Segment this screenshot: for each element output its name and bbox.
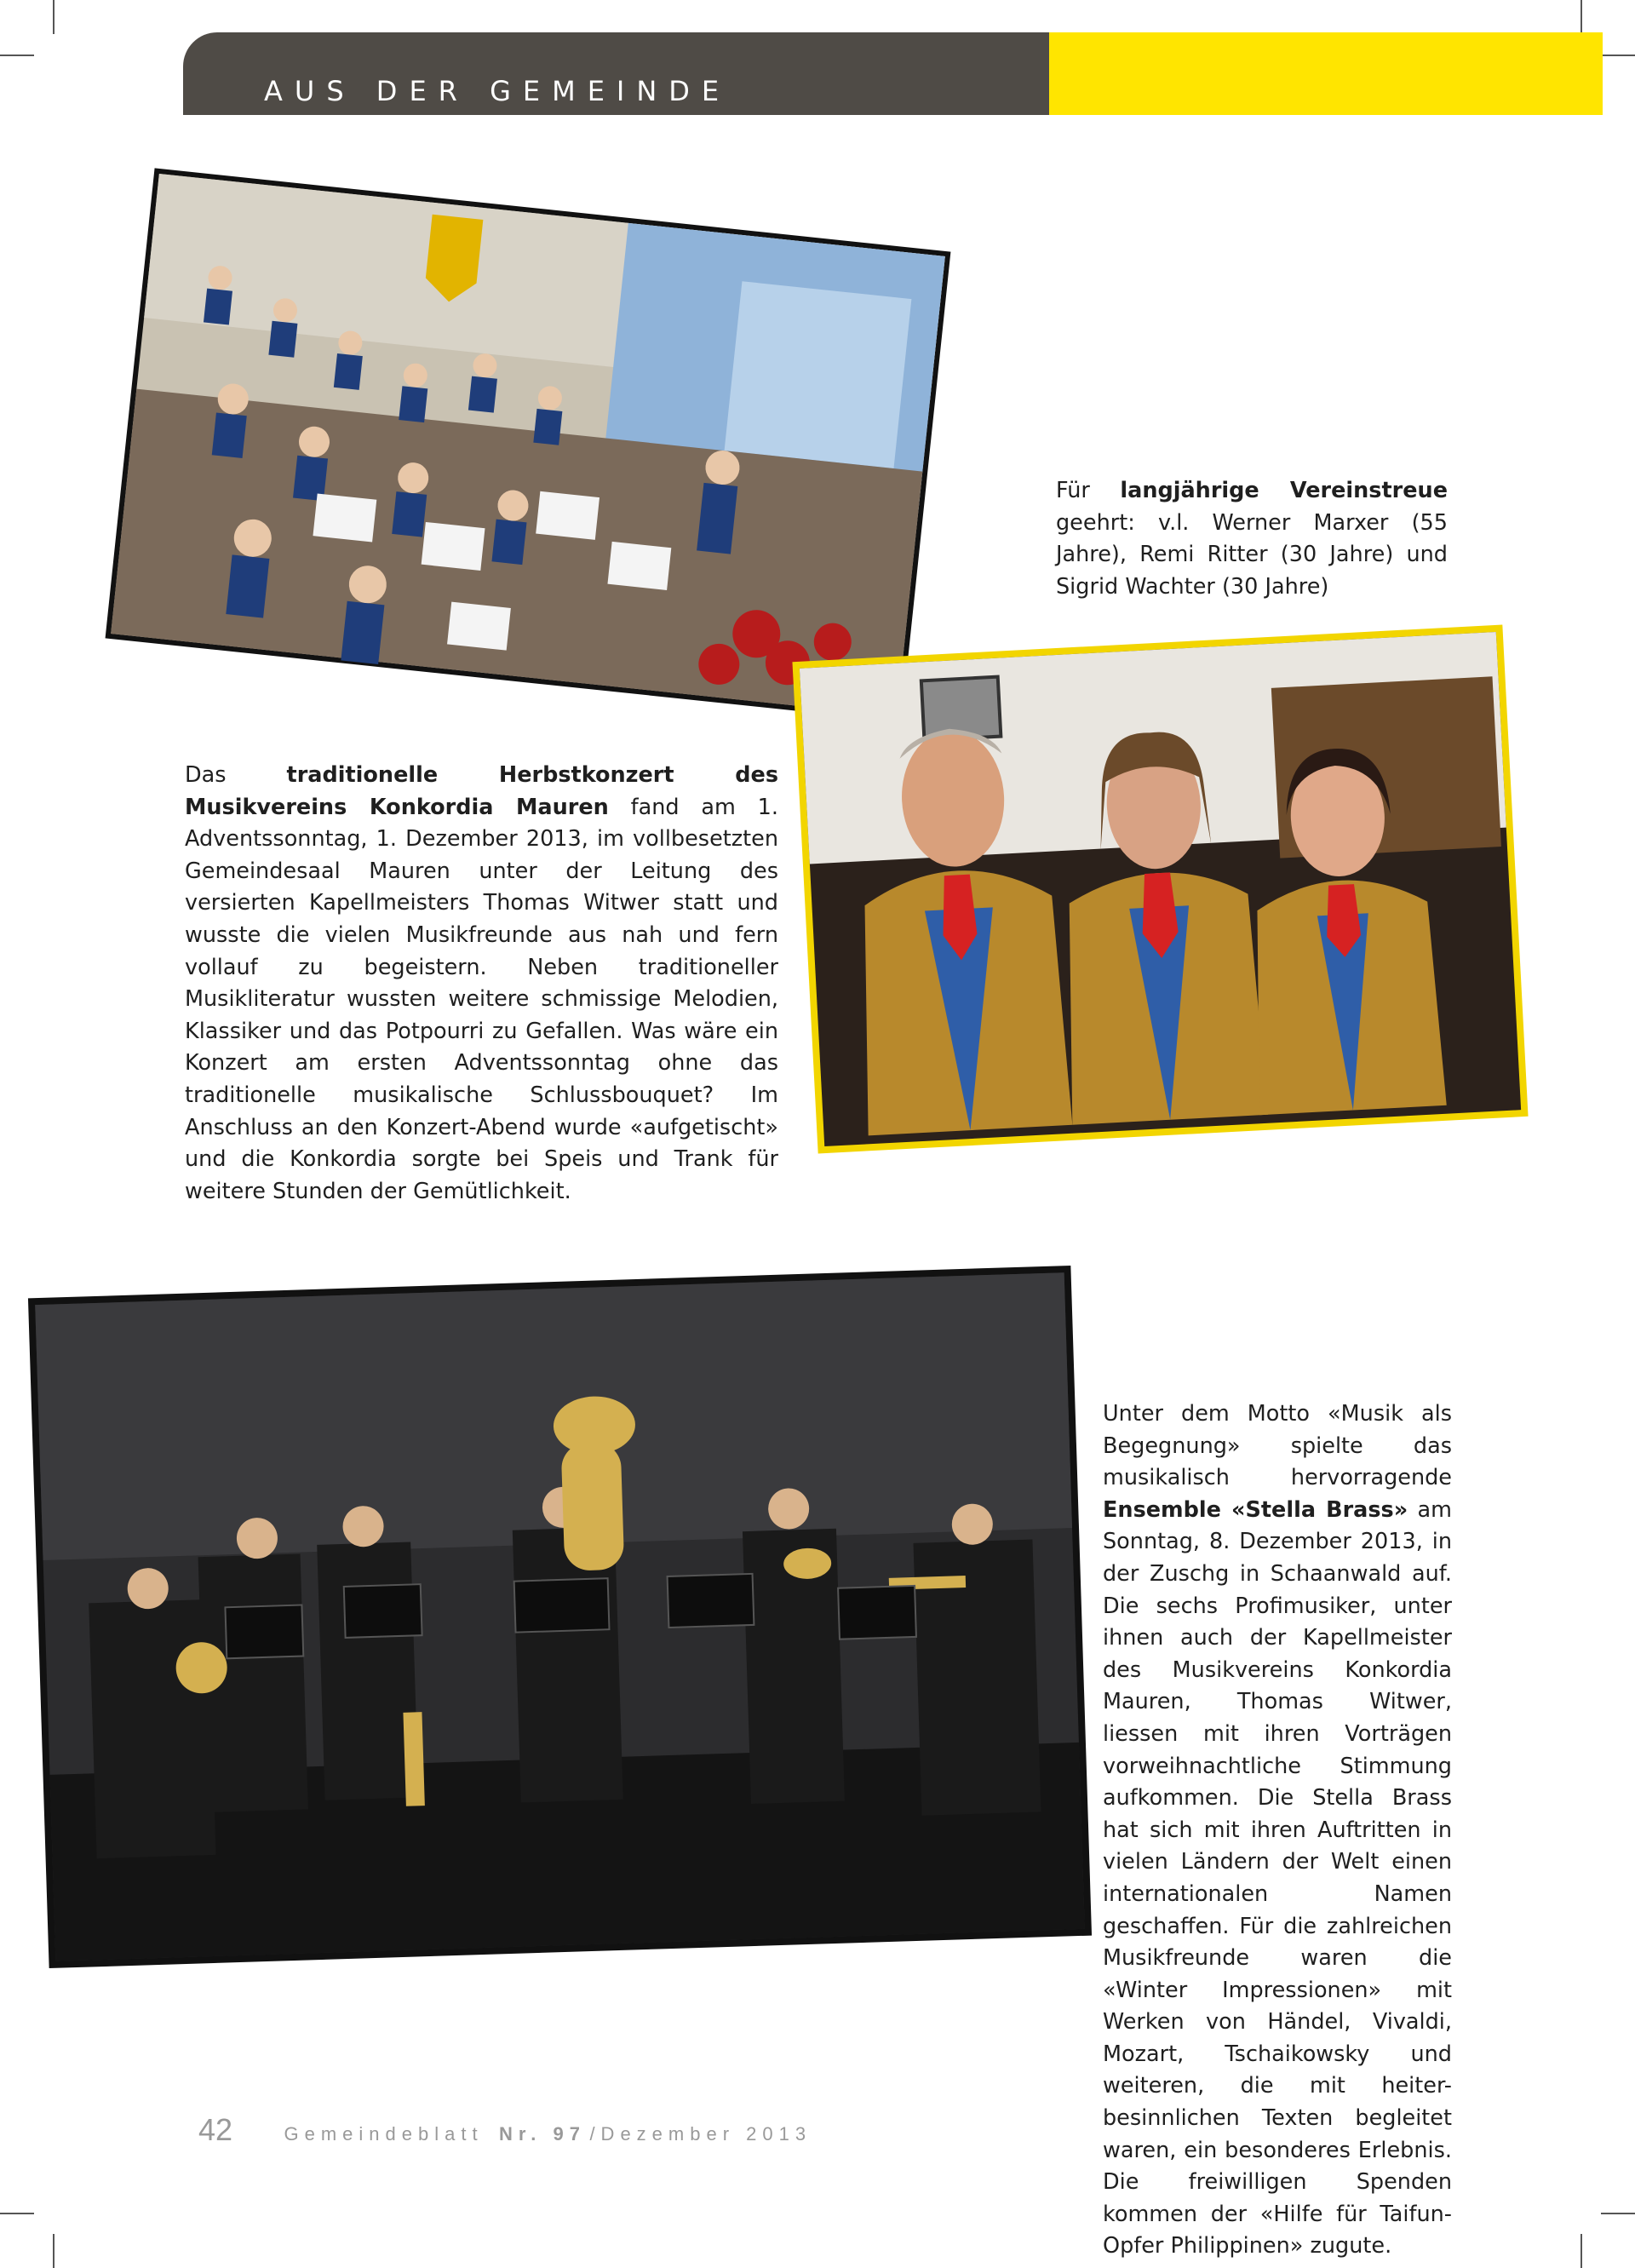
crop-mark	[0, 2213, 34, 2214]
article-bold-text: Ensemble «Stella Brass»	[1103, 1496, 1408, 1523]
publication-name: Gemeindeblatt	[284, 2123, 484, 2145]
crop-mark	[1580, 2234, 1582, 2268]
crop-mark	[1580, 0, 1582, 34]
issue-number: Nr. 97	[499, 2123, 586, 2145]
caption-bold-text: langjährige Vereinstreue	[1120, 478, 1448, 503]
section-banner-accent	[1049, 32, 1603, 115]
caption-text: geehrt: v.l. Werner Marxer (55 Jahre), Remi Ritter (30 Jahre) und Sigrid Wachter (30 Jahre)	[1056, 509, 1448, 600]
article-bold-text: traditionelle Herbstkonzert des Musikvereins Konkordia Mauren	[185, 762, 778, 820]
brass-ensemble-photo	[28, 1266, 1092, 1968]
brass-ensemble-illustration	[28, 1266, 1092, 1968]
article-stella-brass	[1103, 1398, 1452, 2263]
crop-mark	[53, 2234, 54, 2268]
article-text: am Sonntag, 8. Dezember 2013, in der Zuschg in Schaanwald auf. Die sechs Profimusiker, unter ihnen auch der Kapellmeister des Musikvereins Konkordia Mauren, Thomas Witwer, liessen mit ihren Vorträgen vorweihnachtliche Stimmung aufkommen. Die Stella Brass hat sich mit ihren Auftritten in vielen Ländern der Welt einen internationalen Namen geschaffen. Für die zahlreichen Musikfreunde waren die «Winter Impressionen» mit Werken von Händel, Vivaldi, Mozart, Tschaikowsky und weiteren, die mit heiter-besinnlichen Texten begleitet waren, ein besonderes Erlebnis. Die freiwilligen Spenden kommen der «Hilfe für Taifun-Opfer Philippinen» zugute.	[1103, 1496, 1452, 2259]
article-text: fand am 1. Adventssonntag, 1. Dezember 2013, im vollbesetzten Gemeindesaal Mauren unter der Leitung des versierten Kapellmeisters Thomas Witwer statt und wusste die vielen Musikfreunde aus nah und fern vollauf zu begeistern. Neben traditioneller Musikliteratur wussten weitere schmissige Melodien, Klassiker und das Potpourri zu Gefallen. Was wäre ein Konzert am ersten Adventssonntag ohne das traditionelle musikalische Schlussbouquet? Im Anschluss an den Konzert-Abend wurde «aufgetischt» und die Konkordia sorgte bei Speis und Trank für weitere Stunden der Gemütlichkeit.	[185, 794, 778, 1204]
honorees-photo-illustration	[792, 625, 1528, 1154]
honorees-caption	[1056, 475, 1448, 603]
orchestra-photo	[106, 168, 951, 721]
crop-mark	[1601, 2213, 1635, 2214]
article-text: Unter dem Motto «Musik als Begegnung» spielte das musikalisch hervorragende	[1103, 1401, 1452, 1491]
article-text: Das	[185, 762, 287, 788]
honorees-photo	[792, 625, 1528, 1154]
caption-text: Für	[1056, 478, 1121, 503]
crop-mark	[53, 0, 54, 34]
page-number: 42	[198, 2112, 233, 2147]
section-title: AUS DER GEMEINDE	[264, 75, 731, 107]
issue-date: /Dezember 2013	[589, 2123, 812, 2145]
article-herbstkonzert	[185, 760, 778, 1208]
page-footer	[198, 2112, 812, 2148]
crop-mark	[1601, 55, 1635, 56]
orchestra-photo-illustration	[106, 168, 951, 721]
crop-mark	[0, 55, 34, 56]
